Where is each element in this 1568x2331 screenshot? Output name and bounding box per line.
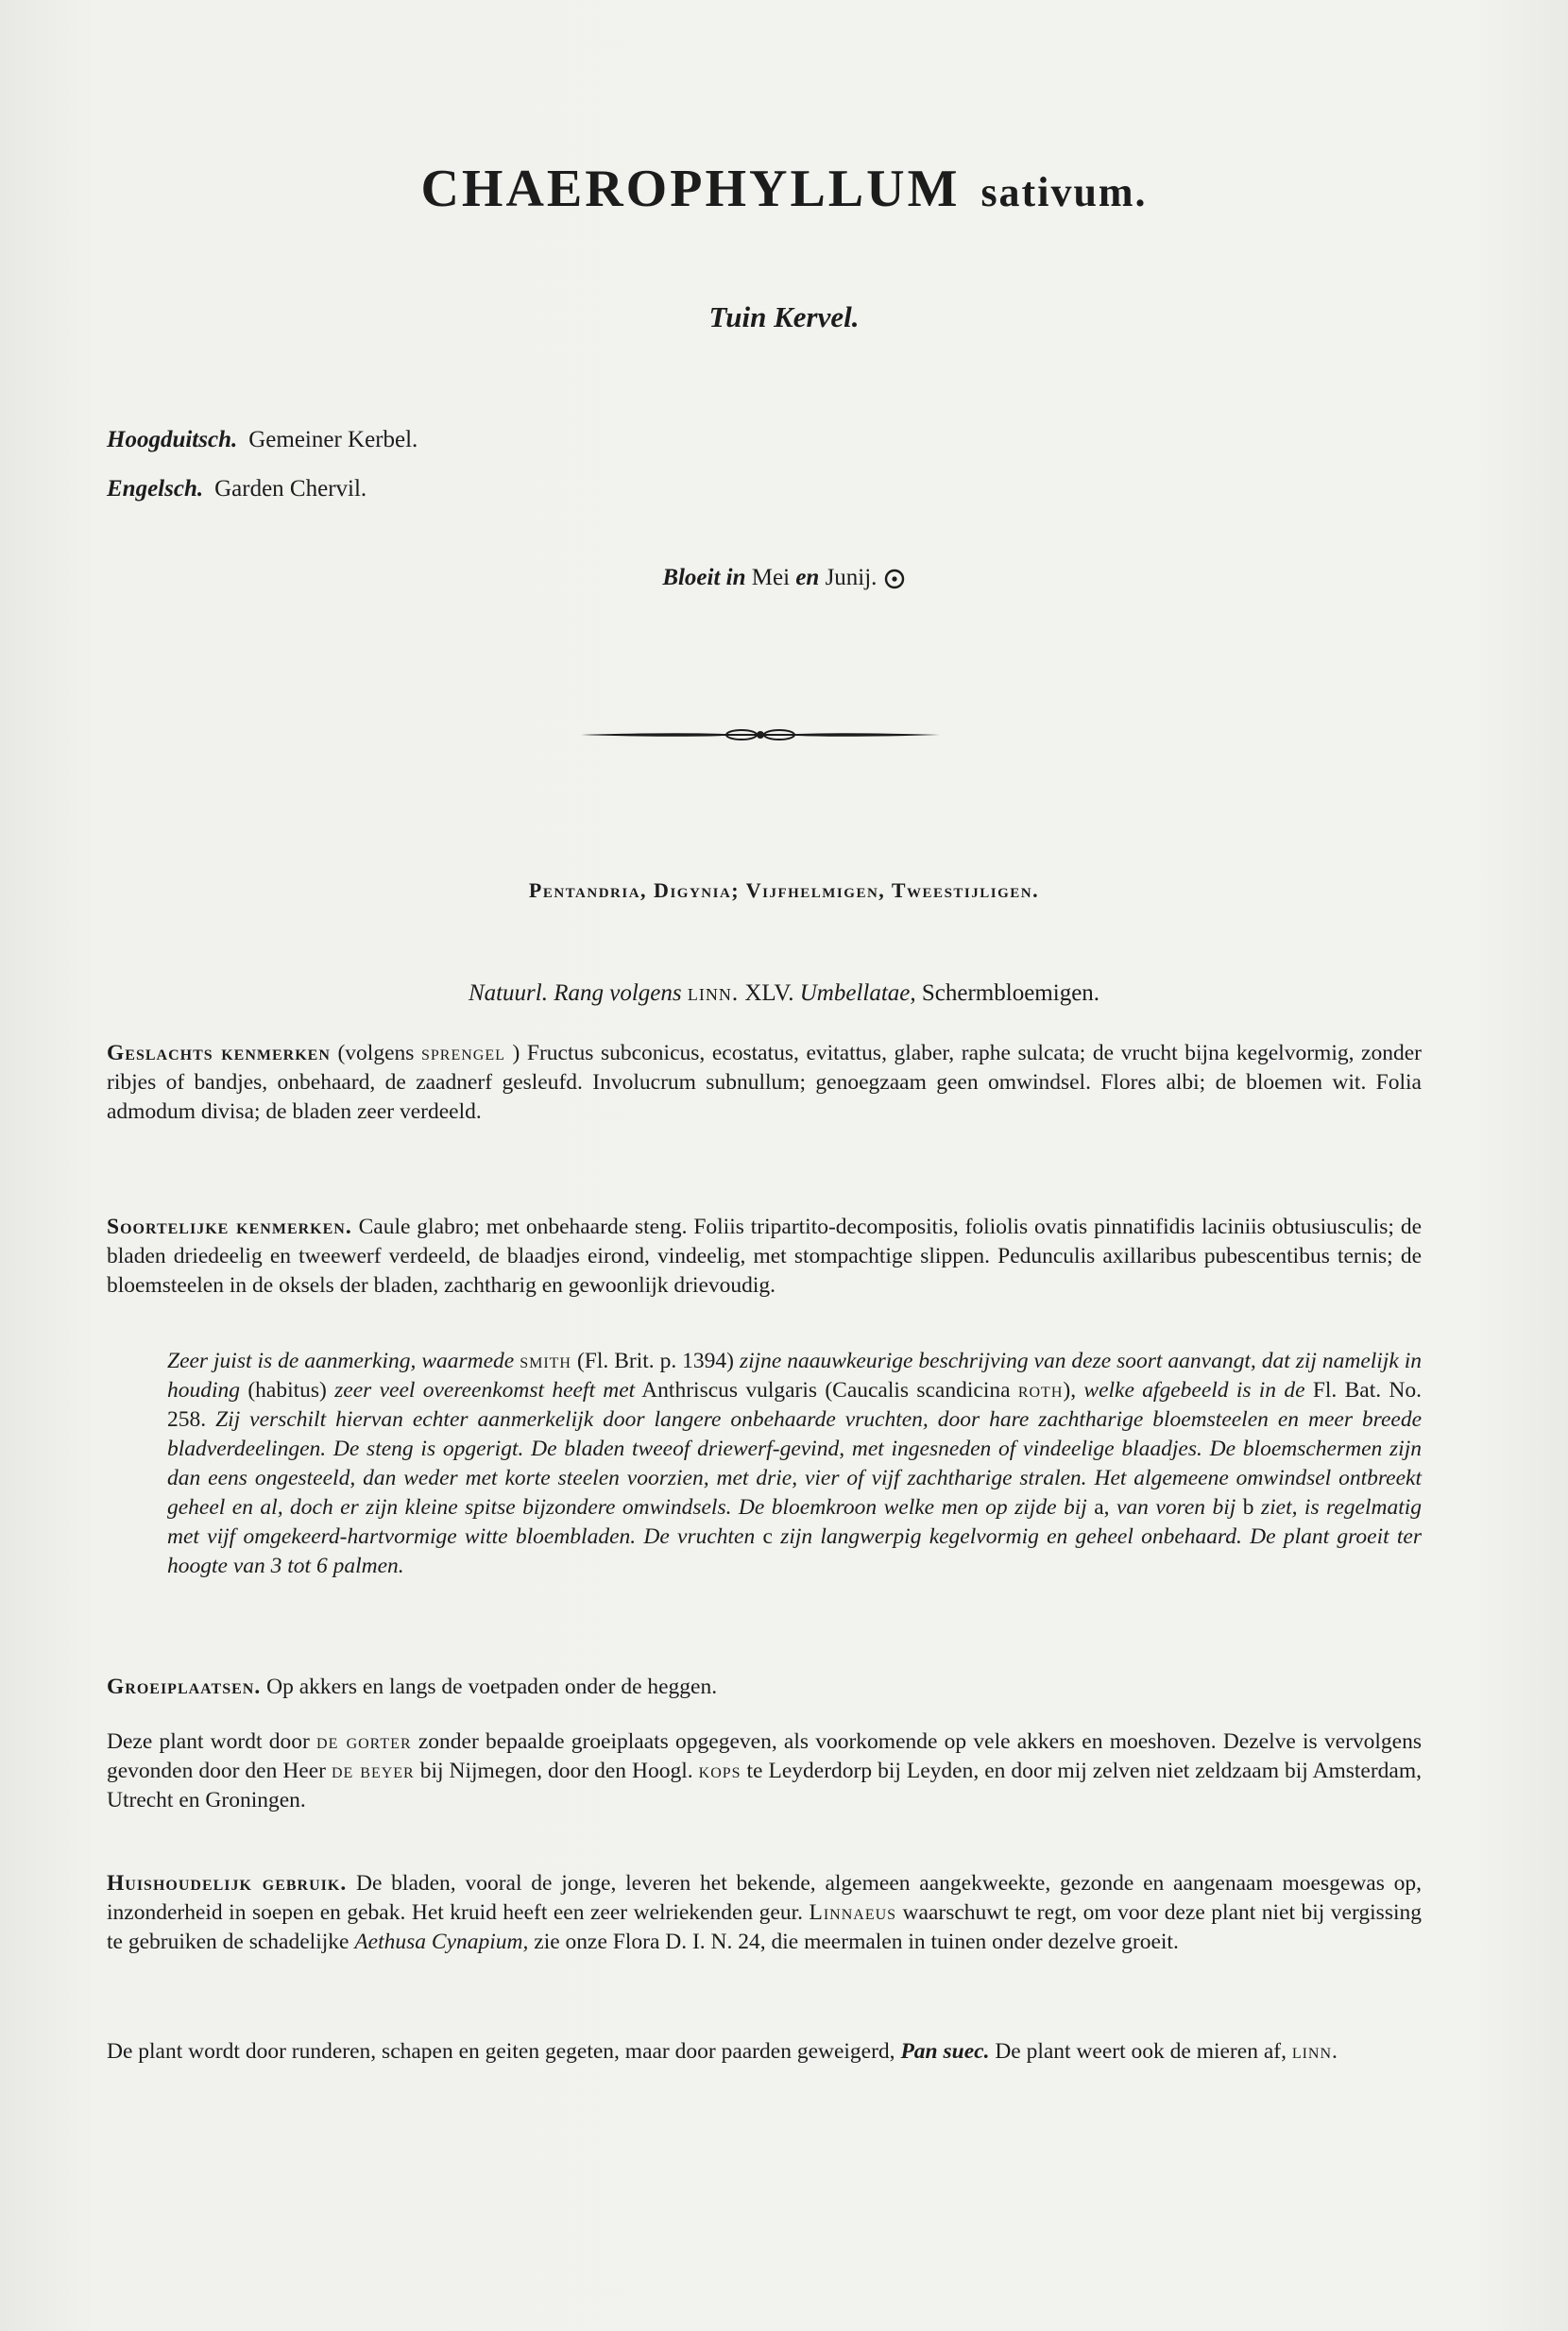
habitat-paragraph [107, 1673, 1422, 1702]
text-run: waarschuwt te regt, om voor deze plant niet bij vergissing te gebruiken de schadelijke [107, 1900, 1422, 1954]
rank-author: linn. [687, 980, 740, 1006]
text-run: c [755, 1524, 781, 1549]
locality-paragraph [107, 1727, 1422, 1815]
bloom-word: Bloeit [662, 565, 721, 590]
bloom-word: en [795, 565, 820, 590]
author-name: linn. [1291, 2039, 1338, 2064]
rank-number: XLV. [744, 980, 794, 1006]
author-name: smith [520, 1349, 571, 1373]
text-run: Deze plant wordt door [107, 1729, 317, 1754]
text-run: b [1236, 1495, 1261, 1520]
author-name: roth [1017, 1378, 1064, 1403]
bloom-word: Junij. [825, 565, 878, 590]
text-run: zeer veel overeenkomst heeft met [334, 1378, 636, 1403]
rank-text: Natuurl. Rang volgens [468, 980, 682, 1006]
text-run: De plant wordt door runderen, schapen en geiten gegeten, maar door paarden geweigerd, [107, 2039, 901, 2064]
section-lead: Huishoudelijk gebruik. [107, 1871, 348, 1896]
text-run: zijne naauwkeurige beschrijving van deze soort aanvangt, dat zij namelijk in houding [167, 1349, 1423, 1403]
text-run: De bladen, vooral de jonge, leveren het bekende, algemeen aangekweekte, gezonde en aangenaam moesgewas op, inzonderheid in soepen en gebak. Het kruid heeft een zeer welriekenden geur. [107, 1871, 1422, 1925]
text-run: Caule glabro; met onbehaarde steng. Foliis tripartito-decompositis, foliolis ovatis pinnatifidis laciniis obtusiusculis; de bladen driedeelig en tweewerf verdeeld, de blaadjes eirond, vindeelig, met stompachtige slippen. Pedunculis axillaribus pubescentibus ternis; de bloemsteelen in de oksels der bladen, zachtharig en gewoonlijk drievoudig. [107, 1215, 1422, 1298]
text-run: te Leyderdorp bij Leyden, en door mij zelven niet zeldzaam bij Amsterdam, Utrecht en Groningen. [107, 1759, 1422, 1812]
text-run: zonder bepaalde groeiplaats opgegeven, als voorkomende op vele akkers en moeshoven. Dezelve is vervolgens gevonden door den Heer [107, 1729, 1423, 1783]
name-row [107, 416, 418, 465]
name-value: Gemeiner Kerbel. [248, 427, 418, 452]
author-name: Linnaeus [809, 1900, 897, 1925]
author-name: de beyer [331, 1759, 415, 1783]
section-lead: Groeiplaatsen. [107, 1675, 262, 1699]
author-name: kops [698, 1759, 741, 1783]
section-lead: Soortelijke kenmerken. [107, 1215, 352, 1239]
species-name: Aethusa Cynapium, [354, 1930, 529, 1954]
text-run: (Fl. Brit. p. 1394) [571, 1349, 740, 1373]
text-run: ), [1063, 1378, 1084, 1403]
bloom-word: in [725, 565, 746, 590]
author-name: de gorter [316, 1729, 412, 1754]
vernacular-names [107, 416, 418, 514]
annual-symbol-icon [883, 568, 906, 590]
text-run: Fl. Bat. No. 258. [167, 1378, 1422, 1432]
text-run: Anthriscus vulgaris (Caucalis scandicina [635, 1378, 1018, 1403]
text-run: Zeer juist is de aanmerking, waarmede [167, 1349, 520, 1373]
text-run: (habitus) [240, 1378, 335, 1403]
text-run: welke afgebeeld is in de [1083, 1378, 1305, 1403]
fodder-paragraph [107, 2037, 1422, 2067]
text-run: a, [1086, 1495, 1116, 1520]
name-row [107, 465, 418, 514]
text-run: van voren bij [1116, 1495, 1236, 1520]
natural-rank [0, 980, 1568, 1007]
text-run: Op akkers en langs de voetpaden onder de heggen. [261, 1675, 718, 1699]
page-title [0, 159, 1568, 219]
section-lead: Geslachts kenmerken [107, 1041, 331, 1065]
linnaean-classification: Pentandria, Digynia; Vijfhelmigen, Tweestijligen. [528, 878, 1040, 902]
title-species: sativum. [980, 169, 1148, 215]
common-name: Tuin Kervel. [708, 300, 860, 333]
text-run: De plant weert ook de mieren af, [989, 2039, 1292, 2064]
bloom-line [0, 565, 1568, 591]
name-language: Engelsch. [107, 476, 204, 502]
text-run: bij Nijmegen, door den Hoogl. [414, 1759, 699, 1783]
rank-family: Umbellatae, [799, 980, 916, 1006]
text-run: ziet, is regelmatig met vijf omgekeerd-hartvormige witte bloembladen. De vruchten [167, 1495, 1423, 1549]
text-run: ) Fructus subconicus, ecostatus, evitattus, glaber, raphe sulcata; de vrucht bijna kegelvormig, zonder ribjes of bandjes, onbehaard, de zaadnerf gesleufd. Involucrum subnullum; genoegzaam geen omwindsel. Flores albi; de bloemen wit. Folia admodum divisa; de bladen zeer verdeeld. [107, 1041, 1422, 1124]
reference: Pan suec. [900, 2039, 990, 2064]
name-language: Hoogduitsch. [107, 427, 238, 452]
title-genus: CHAEROPHYLLUM [420, 160, 961, 218]
text-run: zijn langwerpig kegelvormig en geheel onbehaard. De plant groeit ter hoogte van 3 tot 6 palmen. [167, 1524, 1422, 1578]
bloom-word: Mei [751, 565, 791, 590]
name-value: Garden Chervil. [214, 476, 367, 502]
genus-characters [107, 1039, 1422, 1127]
text-run: (volgens [330, 1041, 421, 1065]
ornamental-rule-icon [581, 725, 940, 744]
rank-family-dutch: Schermbloemigen. [921, 980, 1100, 1006]
text-run: Zij verschilt hiervan echter aanmerkelijk door langere onbehaarde vruchten, door hare zachtharige bloemsteelen en meer breede bladverdeelingen. De steng is opgerigt. De bladen tweeof driewerf-gevind, met ingesneden of vindeelige blaadjes. De bloemschermen zijn dan eens ongesteeld, dan weder met korte steelen voorzien, met drie, vier of vijf zachtharige stralen. Het algemeene omwindsel ontbreekt geheel en al, doch er zijn kleine spitse bijzondere omwindsels. De bloemkroon welke men op zijde bij [167, 1407, 1422, 1520]
uses-paragraph [107, 1869, 1422, 1957]
description-paragraph [107, 1347, 1422, 1581]
species-characters [107, 1213, 1422, 1301]
author-name: sprengel [421, 1041, 505, 1065]
text-run: zie onze Flora D. I. N. 24, die meermalen in tuinen onder dezelve groeit. [528, 1930, 1179, 1954]
